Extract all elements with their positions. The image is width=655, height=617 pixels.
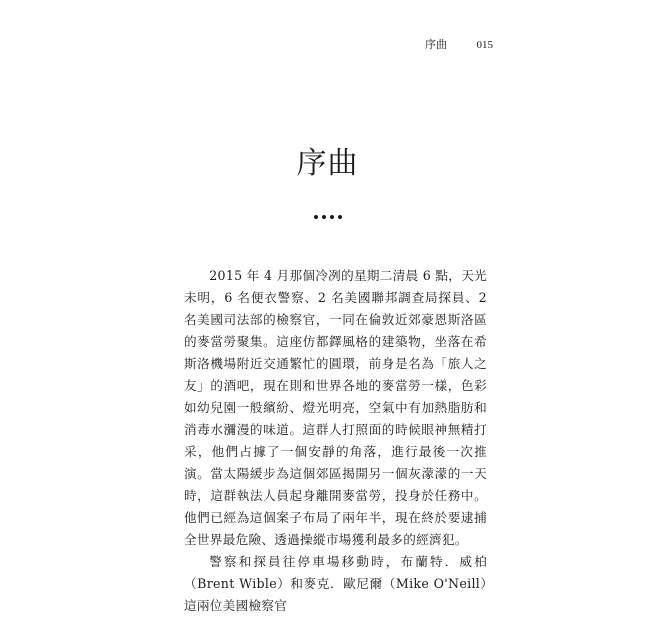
page-number: 015: [476, 39, 493, 51]
ornament-dot: [338, 215, 342, 219]
paragraph-1: 2015 年 4 月那個冷冽的星期二清晨 6 點，天光未明，6 名便衣警察、2 名美國聯邦調查局探員、2 名美國司法部的檢察官，一同在倫敦近郊豪恩斯洛區的麥當勞聚集。這座仿都鐸風格的建築物，坐落在希斯洛機場附近交通繁忙的圓環，前身是名為「旅人之友」的酒吧，現在則和世界各地的麥當勞一樣，色彩如幼兒園一般繽紛、燈光明亮，空氣中有加熱脂肪和消毒水瀰漫的味道。這群人打照面的時候眼神無精打采，他們占據了一個安靜的角落，進行最後一次推演。當太陽緩步為這個郊區揭開另一個灰濛濛的一天時，這群執法人員起身離開麥當勞，投身於任務中。他們已經為這個案子布局了兩年半，現在終於要逮捕全世界最危險、透過操縱市場獲利最多的經濟犯。: [184, 268, 487, 547]
ornament-dot: [330, 215, 334, 219]
running-head-chapter: 序曲: [425, 38, 447, 51]
paragraph-2: 警察和探員往停車場移動時，布蘭特．威柏（Brent Wible）和麥克．歐尼爾（Mike O'Neill）這兩位美國檢察官: [184, 554, 487, 613]
running-head: [425, 36, 493, 52]
ornament-dot: [322, 215, 326, 219]
ornament-dot: [314, 215, 318, 219]
body-text: [184, 265, 487, 617]
title-ornament: [0, 212, 655, 222]
chapter-title: 序曲: [296, 146, 359, 181]
